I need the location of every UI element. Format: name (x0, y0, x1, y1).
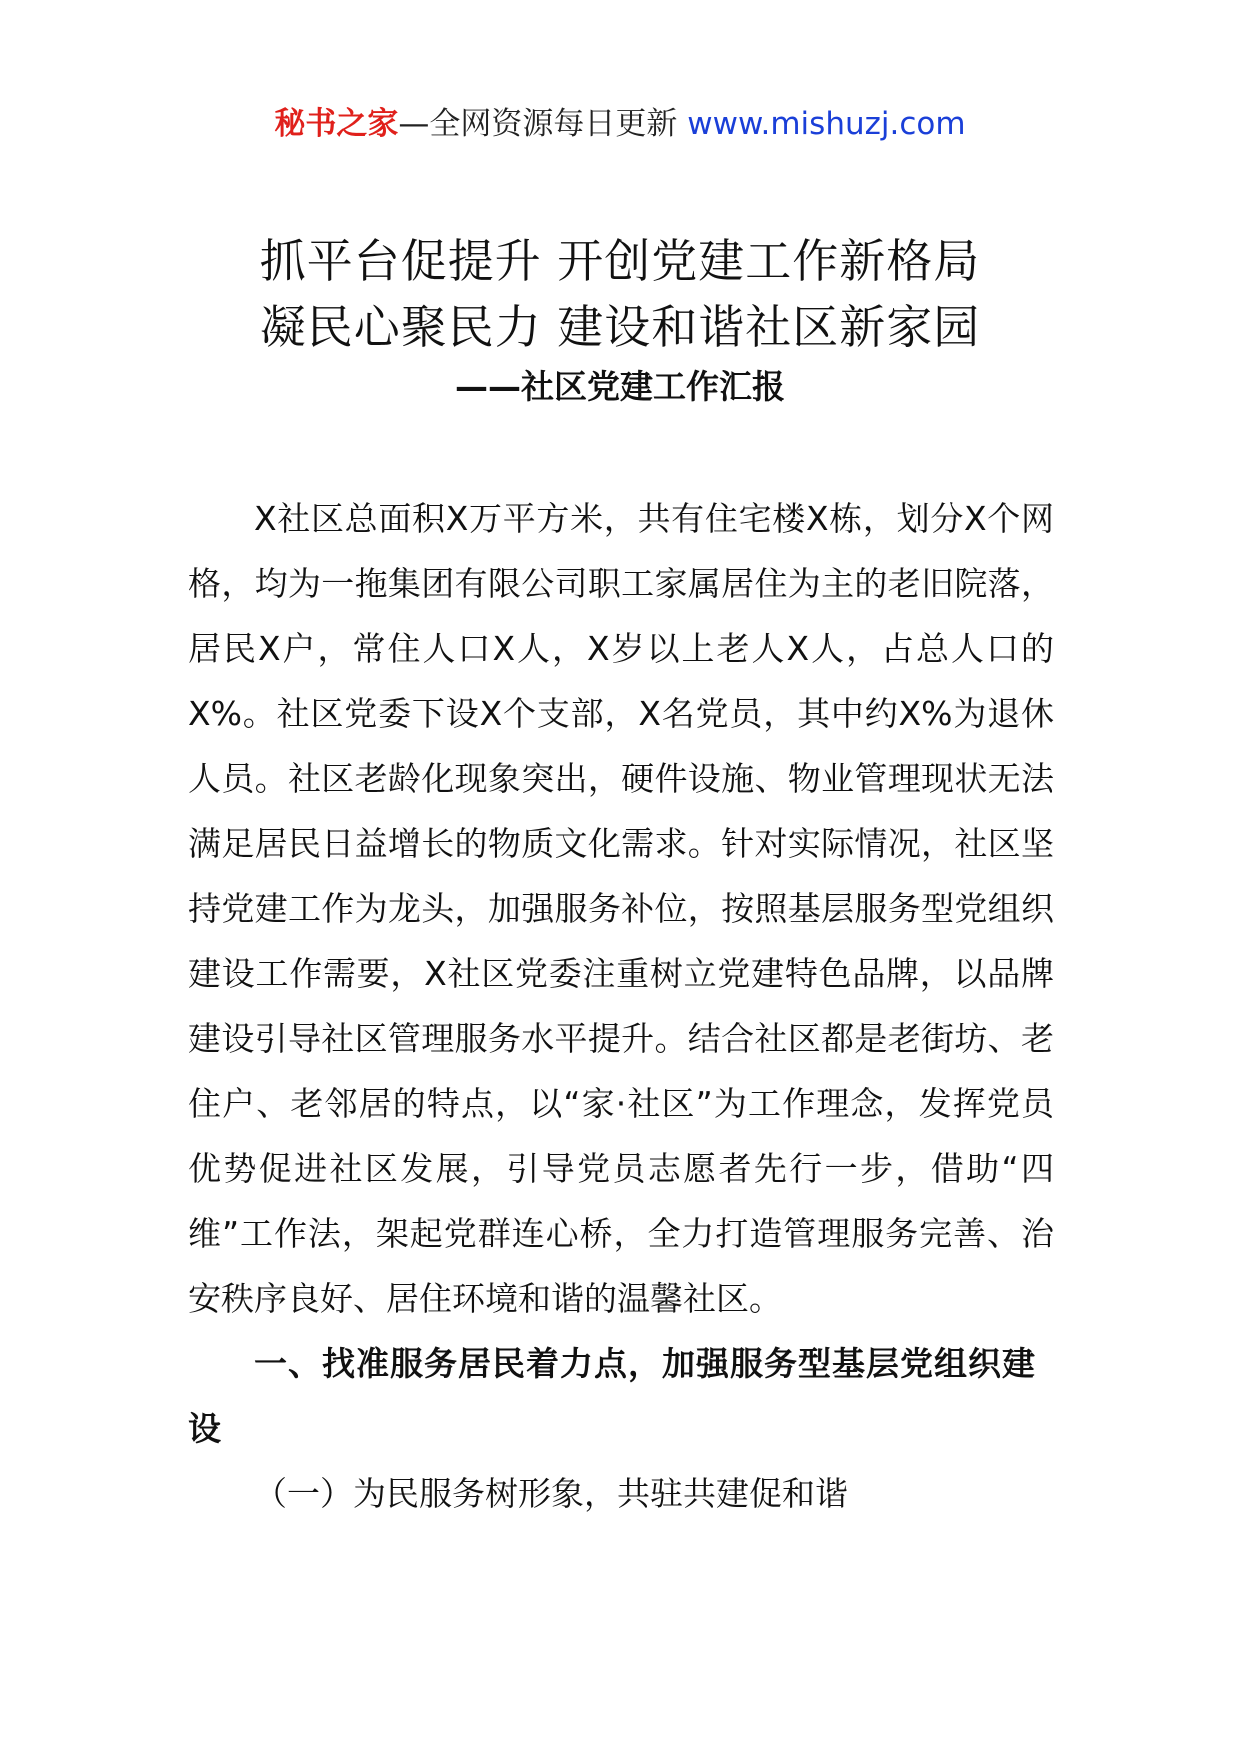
brand-name: 秘书之家 (274, 106, 399, 142)
intro-paragraph: X社区总面积X万平方米，共有住宅楼X栋，划分X个网格，均为一拖集团有限公司职工家属居住为主的老旧院落，居民X户，常住人口X人，X岁以上老人X人，占总人口的X%。社区党委下设X个支部，X名党员，其中约X%为退休人员。社区老龄化现象突出，硬件设施、物业管理现状无法满足居民日益增长的物质文化需求。针对实际情况，社区坚持党建工作为龙头，加强服务补位，按照基层服务型党组织建设工作需要，X社区党委注重树立党建特色品牌，以品牌建设引导社区管理服务水平提升。结合社区都是老街坊、老住户、老邻居的特点，以“家·社区”为工作理念，发挥党员优势促进社区发展，引导党员志愿者先行一步，借助“四维”工作法，架起党群连心桥，全力打造管理服务完善、治安秩序良好、居住环境和谐的温馨社区。 (188, 499, 1054, 1318)
site-header (0, 102, 1240, 146)
document-body (188, 486, 1054, 1526)
document-subtitle: ——社区党建工作汇报 (455, 367, 785, 406)
site-url-link[interactable]: www.mishuzj.com (687, 106, 966, 142)
section-1-subheading-1: （一）为民服务树形象，共驻共建促和谐 (254, 1474, 848, 1513)
header-slogan: —全网资源每日更新 (398, 106, 688, 142)
title-line-1: 抓平台促提升 开创党建工作新格局 (259, 234, 981, 288)
section-1-heading: 一、找准服务居民着力点，加强服务型基层党组织建设 (188, 1344, 1036, 1448)
title-line-2: 凝民心聚民力 建设和谐社区新家园 (259, 300, 981, 354)
document-title-block (0, 228, 1240, 412)
